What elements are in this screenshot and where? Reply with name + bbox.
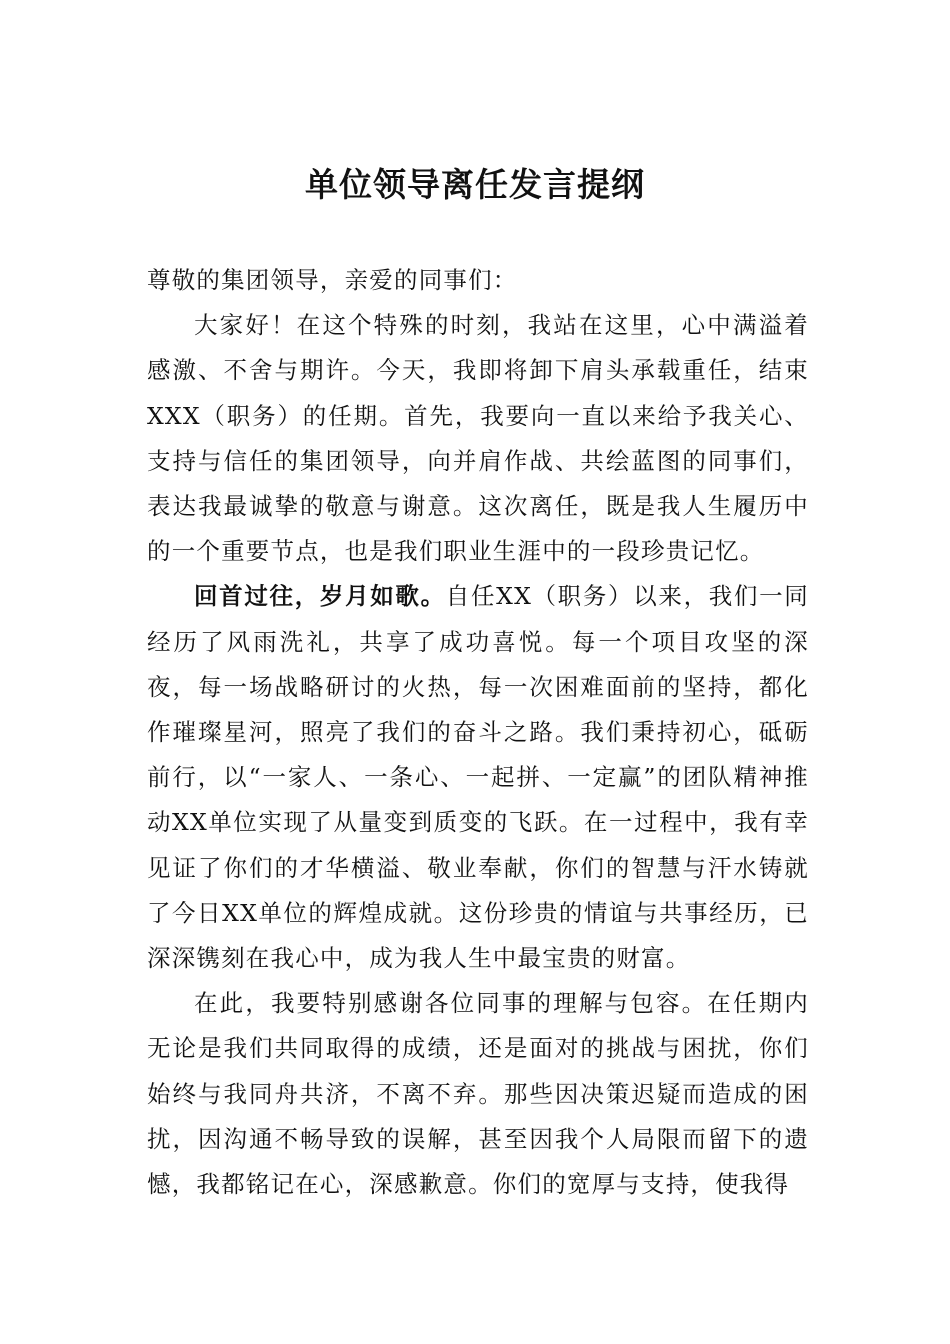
paragraph-text: 在此，我要特别感谢各位同事的理解与包容。在任期内无论是我们共同取得的成绩，还是面对的挑战与困扰，你们始终与我同舟共济，不离不弃。那些因决策迟疑而造成的困扰，因沟通不畅导致的误解，甚至因我个人局限而留下的遗憾，我都铭记在心，深感歉意。你们的宽厚与支持，使我得 — [147, 989, 809, 1199]
paragraph-text: 大家好！在这个特殊的时刻，我站在这里，心中满溢着感激、不舍与期许。今天，我即将卸下肩头承载重任，结束XXX（职务）的任期。首先，我要向一直以来给予我关心、支持与信任的集团领导，向并肩作战、共绘蓝图的同事们，表达我最诚挚的敬意与谢意。这次离任，既是我人生履历中的一个重要节点，也是我们职业生涯中的一段珍贵记忆。 — [147, 311, 809, 566]
paragraph-lead: 回首过往，岁月如歌。 — [194, 582, 446, 611]
paragraph-text: 自任XX（职务）以来，我们一同经历了风雨洗礼，共享了成功喜悦。每一个项目攻坚的深夜，每一场战略研讨的火热，每一次困难面前的坚持，都化作璀璨星河，照亮了我们的奋斗之路。我们秉持初心，砥砺前行，以“一家人、一条心、一起拼、一定赢”的团队精神推动XX单位实现了从量变到质变的飞跃。在一过程中，我有幸见证了你们的才华横溢、敬业奉献，你们的智慧与汗水铸就了今日XX单位的辉煌成就。这份珍贵的情谊与共事经历，已深深镌刻在我心中，成为我人生中最宝贵的财富。 — [147, 582, 809, 973]
paragraph-2 — [147, 574, 809, 981]
salutation: 尊敬的集团领导，亲爱的同事们： — [147, 266, 518, 294]
paragraph-1 — [147, 303, 809, 574]
document-body — [147, 258, 809, 1207]
paragraph-3 — [147, 981, 809, 1207]
document-title: 单位领导离任发言提纲 — [305, 165, 645, 204]
